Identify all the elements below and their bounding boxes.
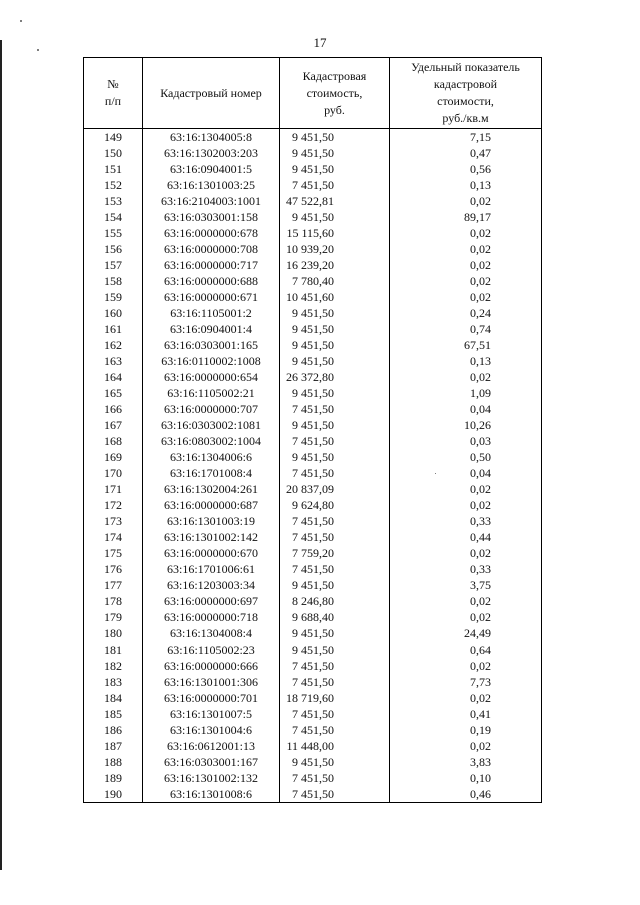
cell-specific-index: 0,02 (390, 481, 542, 497)
cell-row-number: 155 (84, 225, 143, 241)
cell-row-number: 175 (84, 545, 143, 561)
cell-row-number: 149 (84, 129, 143, 146)
cell-row-number: 160 (84, 305, 143, 321)
cell-cadastral-number: 63:16:1105002:23 (143, 642, 280, 658)
cell-row-number: 157 (84, 257, 143, 273)
cell-cadastral-value: 9 451,50 (280, 754, 390, 770)
cell-cadastral-value: 7 451,50 (280, 401, 390, 417)
header-row-number (84, 58, 143, 129)
cell-cadastral-value: 9 451,50 (280, 305, 390, 321)
header-specific-index-line: стоимости, (437, 94, 494, 108)
cell-cadastral-number: 63:16:1304005:8 (143, 129, 280, 146)
cell-cadastral-number: 63:16:1301003:19 (143, 513, 280, 529)
cell-cadastral-number: 63:16:0000000:717 (143, 257, 280, 273)
cell-row-number: 159 (84, 289, 143, 305)
table-row (84, 241, 542, 257)
cell-specific-index: 0,02 (390, 369, 542, 385)
cell-cadastral-number: 63:16:0000000:697 (143, 593, 280, 609)
cell-row-number: 164 (84, 369, 143, 385)
cell-row-number: 182 (84, 658, 143, 674)
cell-row-number: 165 (84, 385, 143, 401)
cell-row-number: 186 (84, 722, 143, 738)
cell-cadastral-value: 7 451,50 (280, 786, 390, 803)
cell-row-number: 178 (84, 593, 143, 609)
cell-specific-index: 1,09 (390, 385, 542, 401)
cell-cadastral-number: 63:16:0904001:4 (143, 321, 280, 337)
cell-cadastral-value: 9 451,50 (280, 145, 390, 161)
cell-row-number: 173 (84, 513, 143, 529)
cell-cadastral-number: 63:16:0000000:718 (143, 609, 280, 625)
table-row (84, 369, 542, 385)
cell-row-number: 162 (84, 337, 143, 353)
table-row (84, 561, 542, 577)
cell-row-number: 181 (84, 642, 143, 658)
cell-specific-index: 0,19 (390, 722, 542, 738)
cell-specific-index: 0,13 (390, 177, 542, 193)
cell-specific-index: 0,24 (390, 305, 542, 321)
cell-cadastral-value: 18 719,60 (280, 690, 390, 706)
cell-cadastral-value: 11 448,00 (280, 738, 390, 754)
cell-row-number: 190 (84, 786, 143, 803)
cell-specific-index: 0,50 (390, 449, 542, 465)
cell-cadastral-number: 63:16:2104003:1001 (143, 193, 280, 209)
cell-cadastral-value: 9 451,50 (280, 321, 390, 337)
cell-cadastral-number: 63:16:1304008:4 (143, 625, 280, 641)
cell-cadastral-value: 9 451,50 (280, 417, 390, 433)
cell-row-number: 152 (84, 177, 143, 193)
header-cadastral-value-line: руб. (324, 102, 345, 117)
cell-specific-index: 0,44 (390, 529, 542, 545)
cell-cadastral-number: 63:16:1301004:6 (143, 722, 280, 738)
table-row (84, 674, 542, 690)
table-row (84, 465, 542, 481)
table-row (84, 305, 542, 321)
cell-specific-index: 0,03 (390, 433, 542, 449)
table-row (84, 593, 542, 609)
cell-specific-index: 24,49 (390, 625, 542, 641)
cell-cadastral-number: 63:16:1105002:21 (143, 385, 280, 401)
cell-specific-index: 3,75 (390, 577, 542, 593)
cell-cadastral-number: 63:16:0110002:1008 (143, 353, 280, 369)
cell-row-number: 176 (84, 561, 143, 577)
header-specific-index-line: руб./кв.м (442, 111, 489, 125)
table-row (84, 289, 542, 305)
table-row (84, 770, 542, 786)
cell-cadastral-value: 47 522,81 (280, 193, 390, 209)
table-row (84, 449, 542, 465)
cell-cadastral-number: 63:16:1105001:2 (143, 305, 280, 321)
cell-specific-index: 0,56 (390, 161, 542, 177)
header-specific-index-line: Удельный показатель (411, 60, 520, 74)
cell-cadastral-number: 63:16:0000000:708 (143, 241, 280, 257)
cell-specific-index: 0,74 (390, 321, 542, 337)
cell-specific-index: 0,02 (390, 545, 542, 561)
header-row-number-line: № (107, 77, 119, 91)
cell-row-number: 180 (84, 625, 143, 641)
table-row (84, 273, 542, 289)
header-cadastral-value-line: Кадастровая (302, 68, 367, 83)
cell-cadastral-number: 63:16:0303002:1081 (143, 417, 280, 433)
cell-cadastral-value: 7 451,50 (280, 722, 390, 738)
cell-cadastral-number: 63:16:0904001:5 (143, 161, 280, 177)
cell-specific-index: 0,41 (390, 706, 542, 722)
table-row (84, 225, 542, 241)
table-row (84, 642, 542, 658)
table-row (84, 321, 542, 337)
cell-cadastral-value: 9 451,50 (280, 209, 390, 225)
cell-cadastral-value: 15 115,60 (280, 225, 390, 241)
cell-specific-index: 3,83 (390, 754, 542, 770)
cell-cadastral-number: 63:16:1302003:203 (143, 145, 280, 161)
cell-cadastral-value: 7 451,50 (280, 706, 390, 722)
cell-cadastral-value: 7 780,40 (280, 273, 390, 289)
cell-cadastral-number: 63:16:1301001:306 (143, 674, 280, 690)
table-row (84, 625, 542, 641)
cell-specific-index: 10,26 (390, 417, 542, 433)
cell-row-number: 177 (84, 577, 143, 593)
cell-specific-index: 0,02 (390, 257, 542, 273)
cell-cadastral-number: 63:16:1301007:5 (143, 706, 280, 722)
cell-row-number: 172 (84, 497, 143, 513)
cell-specific-index: 0,02 (390, 225, 542, 241)
cell-cadastral-number: 63:16:1301002:142 (143, 529, 280, 545)
cell-cadastral-value: 9 624,80 (280, 497, 390, 513)
cell-row-number: 174 (84, 529, 143, 545)
cell-specific-index: 0,46 (390, 786, 542, 803)
cell-row-number: 169 (84, 449, 143, 465)
cell-cadastral-value: 7 451,50 (280, 177, 390, 193)
cell-cadastral-value: 16 239,20 (280, 257, 390, 273)
cell-cadastral-number: 63:16:0000000:707 (143, 401, 280, 417)
cell-specific-index: 0,33 (390, 513, 542, 529)
cell-specific-index: 0,47 (390, 145, 542, 161)
cell-specific-index: 0,02 (390, 273, 542, 289)
cell-cadastral-value: 9 451,50 (280, 577, 390, 593)
cell-cadastral-number: 63:16:0803002:1004 (143, 433, 280, 449)
table-row (84, 754, 542, 770)
cell-specific-index: 0,04 (390, 401, 542, 417)
cell-specific-index: 0,64 (390, 642, 542, 658)
cell-cadastral-value: 7 451,50 (280, 674, 390, 690)
cell-cadastral-number: 63:16:1701006:61 (143, 561, 280, 577)
cell-cadastral-number: 63:16:0000000:670 (143, 545, 280, 561)
cell-cadastral-value: 7 759,20 (280, 545, 390, 561)
cadastral-table (83, 57, 542, 803)
cell-row-number: 179 (84, 609, 143, 625)
table-row (84, 129, 542, 146)
table-row (84, 401, 542, 417)
cell-cadastral-number: 63:16:0000000:666 (143, 658, 280, 674)
header-cadastral-number-text: Кадастровый номер (160, 85, 262, 100)
cell-cadastral-number: 63:16:0000000:678 (143, 225, 280, 241)
table-row (84, 145, 542, 161)
cell-cadastral-number: 63:16:0000000:701 (143, 690, 280, 706)
table-row (84, 497, 542, 513)
cell-cadastral-value: 9 451,50 (280, 337, 390, 353)
cell-cadastral-number: 63:16:1302004:261 (143, 481, 280, 497)
table-row (84, 577, 542, 593)
cell-row-number: 154 (84, 209, 143, 225)
cell-specific-index: 0,02 (390, 193, 542, 209)
table-row (84, 609, 542, 625)
table-row (84, 433, 542, 449)
cell-cadastral-number: 63:16:1304006:6 (143, 449, 280, 465)
table-row (84, 161, 542, 177)
cell-cadastral-value: 7 451,50 (280, 658, 390, 674)
cell-cadastral-number: 63:16:1203003:34 (143, 577, 280, 593)
header-specific-index-line: кадастровой (433, 77, 498, 91)
table-row (84, 193, 542, 209)
table-row (84, 786, 542, 803)
scan-speck (20, 20, 22, 22)
cell-cadastral-number: 63:16:0612001:13 (143, 738, 280, 754)
cell-row-number: 153 (84, 193, 143, 209)
cell-cadastral-value: 9 451,50 (280, 385, 390, 401)
scan-edge-line (0, 40, 2, 870)
cell-cadastral-number: 63:16:0303001:158 (143, 209, 280, 225)
cell-row-number: 166 (84, 401, 143, 417)
cell-row-number: 183 (84, 674, 143, 690)
cell-row-number: 184 (84, 690, 143, 706)
cell-cadastral-value: 9 451,50 (280, 642, 390, 658)
table-row (84, 337, 542, 353)
cell-cadastral-value: 9 451,50 (280, 449, 390, 465)
cell-specific-index: 7,15 (390, 129, 542, 146)
header-cadastral-number (143, 58, 280, 129)
table-row (84, 257, 542, 273)
cell-specific-index: 89,17 (390, 209, 542, 225)
header-specific-index (390, 58, 542, 129)
cell-specific-index: 0,02 (390, 690, 542, 706)
cell-row-number: 158 (84, 273, 143, 289)
table-row (84, 385, 542, 401)
cell-specific-index: 0,33 (390, 561, 542, 577)
cell-specific-index: 0,02 (390, 738, 542, 754)
cell-specific-index: 0,02 (390, 289, 542, 305)
cell-cadastral-number: 63:16:0000000:654 (143, 369, 280, 385)
cell-specific-index: 0,02 (390, 241, 542, 257)
cell-cadastral-value: 7 451,50 (280, 529, 390, 545)
page-number: 17 (313, 35, 327, 50)
cell-row-number: 171 (84, 481, 143, 497)
cell-cadastral-number: 63:16:1301008:6 (143, 786, 280, 803)
cell-specific-index: 0,02 (390, 609, 542, 625)
header-cadastral-value-line: стоимость, (306, 85, 363, 100)
cell-specific-index: 0,13 (390, 353, 542, 369)
header-row-number-line: п/п (104, 94, 122, 108)
cell-cadastral-value: 7 451,50 (280, 513, 390, 529)
cell-specific-index: 7,73 (390, 674, 542, 690)
table-row (84, 353, 542, 369)
table-row (84, 417, 542, 433)
cell-cadastral-value: 26 372,80 (280, 369, 390, 385)
cell-cadastral-number: 63:16:0000000:671 (143, 289, 280, 305)
cell-row-number: 170 (84, 465, 143, 481)
cell-cadastral-value: 7 451,50 (280, 561, 390, 577)
table-row (84, 738, 542, 754)
cell-cadastral-value: 8 246,80 (280, 593, 390, 609)
table-row (84, 658, 542, 674)
table-row (84, 209, 542, 225)
cell-row-number: 189 (84, 770, 143, 786)
cell-cadastral-value: 7 451,50 (280, 465, 390, 481)
table-row (84, 513, 542, 529)
cell-specific-index: 0,02 (390, 658, 542, 674)
cell-specific-index: 0,04 (390, 465, 542, 481)
cell-row-number: 151 (84, 161, 143, 177)
table-header-row (84, 58, 542, 129)
table-row (84, 722, 542, 738)
cell-row-number: 187 (84, 738, 143, 754)
table-row (84, 690, 542, 706)
cell-cadastral-value: 10 451,60 (280, 289, 390, 305)
cell-cadastral-value: 9 451,50 (280, 353, 390, 369)
cell-row-number: 188 (84, 754, 143, 770)
cell-cadastral-value: 7 451,50 (280, 433, 390, 449)
cell-specific-index: 0,10 (390, 770, 542, 786)
cell-cadastral-value: 9 451,50 (280, 129, 390, 146)
cell-specific-index: 0,02 (390, 497, 542, 513)
table-row (84, 481, 542, 497)
cell-cadastral-number: 63:16:0000000:688 (143, 273, 280, 289)
table-row (84, 529, 542, 545)
cell-cadastral-value: 20 837,09 (280, 481, 390, 497)
cell-cadastral-number: 63:16:0000000:687 (143, 497, 280, 513)
cell-row-number: 156 (84, 241, 143, 257)
cell-specific-index: 67,51 (390, 337, 542, 353)
cell-cadastral-number: 63:16:1701008:4 (143, 465, 280, 481)
cell-row-number: 161 (84, 321, 143, 337)
cell-row-number: 167 (84, 417, 143, 433)
cell-row-number: 163 (84, 353, 143, 369)
cell-cadastral-value: 7 451,50 (280, 770, 390, 786)
cell-row-number: 168 (84, 433, 143, 449)
cell-cadastral-number: 63:16:0303001:165 (143, 337, 280, 353)
cell-cadastral-number: 63:16:1301003:25 (143, 177, 280, 193)
header-cadastral-value (280, 58, 390, 129)
cell-cadastral-value: 9 451,50 (280, 161, 390, 177)
cell-cadastral-number: 63:16:0303001:167 (143, 754, 280, 770)
cell-row-number: 150 (84, 145, 143, 161)
cell-row-number: 185 (84, 706, 143, 722)
cell-cadastral-number: 63:16:1301002:132 (143, 770, 280, 786)
table-row (84, 177, 542, 193)
cell-cadastral-value: 9 688,40 (280, 609, 390, 625)
cell-cadastral-value: 10 939,20 (280, 241, 390, 257)
table-row (84, 545, 542, 561)
table-row (84, 706, 542, 722)
cell-specific-index: 0,02 (390, 593, 542, 609)
cell-cadastral-value: 9 451,50 (280, 625, 390, 641)
